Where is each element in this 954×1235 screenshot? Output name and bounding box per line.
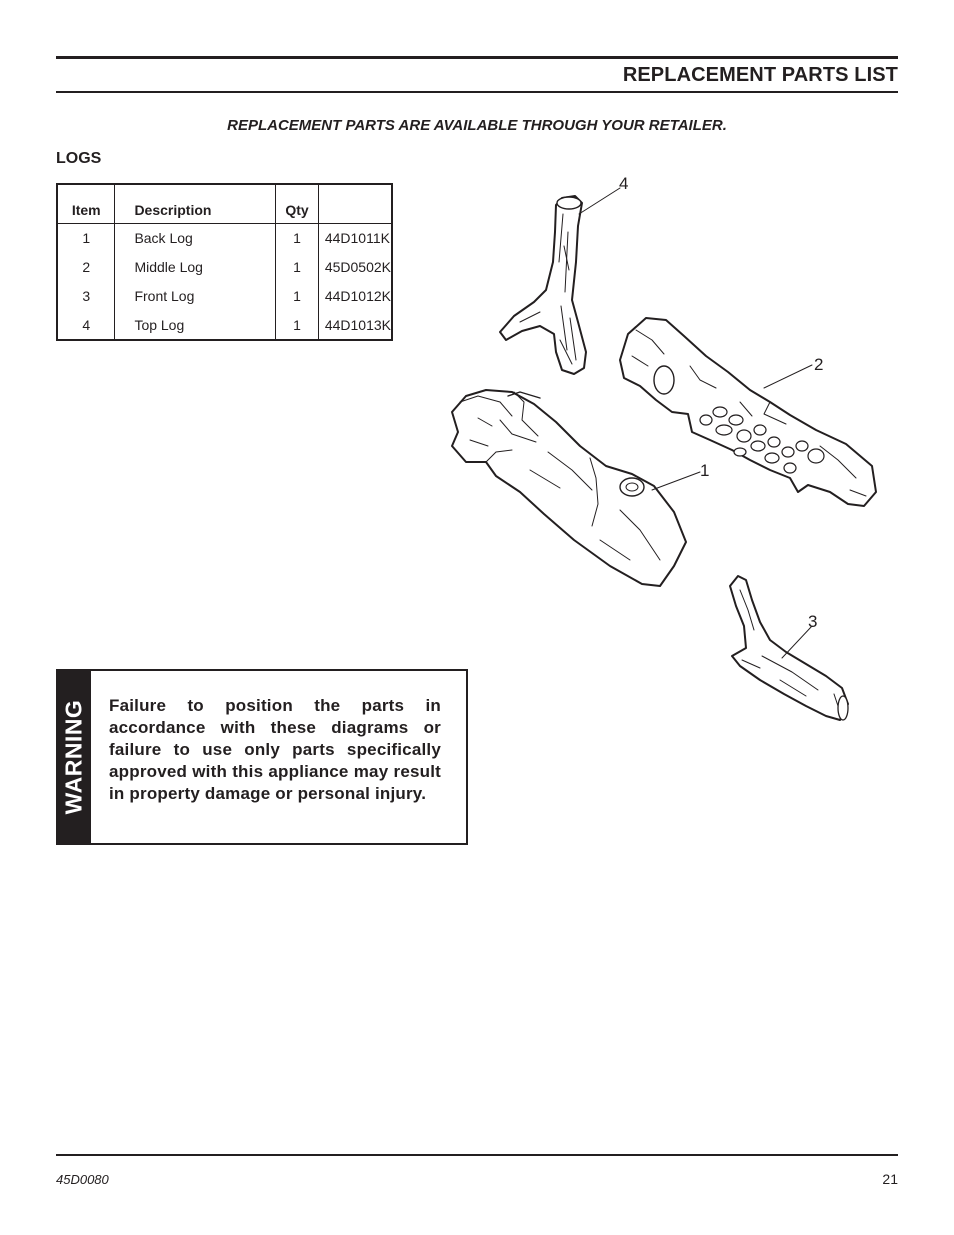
item-cell: 2 xyxy=(57,253,115,282)
title-rule xyxy=(56,91,898,93)
qty-cell: 1 xyxy=(276,253,319,282)
warning-box xyxy=(56,669,468,845)
logs-parts-table xyxy=(56,183,393,341)
column-header-qty: Qty xyxy=(276,184,319,224)
table-header-row xyxy=(57,184,392,224)
table-row xyxy=(57,281,392,310)
item-cell: 1 xyxy=(57,224,115,253)
item-cell: 3 xyxy=(57,281,115,310)
part-number-cell: 44D1013K xyxy=(324,316,391,333)
description-cell: Front Log xyxy=(115,281,276,310)
column-header-part-number xyxy=(318,184,392,224)
page-title: REPLACEMENT PARTS LIST xyxy=(622,64,898,86)
back-log-illustration xyxy=(452,390,686,586)
column-header-description: Description xyxy=(115,184,276,224)
part-number-cell: 44D1012K xyxy=(324,287,391,304)
callout-back-log: 1 xyxy=(700,461,710,480)
log-diagram xyxy=(430,160,900,740)
description-cell: Back Log xyxy=(115,224,276,253)
table-row xyxy=(57,253,392,282)
table-row xyxy=(57,224,392,253)
top-rule xyxy=(56,56,898,59)
warning-tab xyxy=(58,671,91,843)
retailer-note: REPLACEMENT PARTS ARE AVAILABLE THROUGH YOUR RETAILER. xyxy=(227,117,727,134)
callout-front-log: 3 xyxy=(808,612,818,631)
page-number: 21 xyxy=(882,1171,898,1187)
document-number: 45D0080 xyxy=(56,1172,109,1187)
warning-label: WARNING xyxy=(60,699,87,815)
qty-cell: 1 xyxy=(276,224,319,253)
column-header-item: Item xyxy=(57,184,115,224)
middle-log-illustration xyxy=(620,318,876,506)
description-cell: Top Log xyxy=(115,310,276,340)
footer-rule xyxy=(56,1154,898,1156)
top-log-illustration xyxy=(500,196,586,374)
callout-middle-log: 2 xyxy=(814,355,824,374)
part-number-cell: 44D1011K xyxy=(324,230,390,247)
logs-heading: LOGS xyxy=(56,150,102,167)
warning-text: Failure to position the parts in accordance with these diagrams or failure to use only parts specifically approved with this appliance may result in property damage or personal injury. xyxy=(109,696,441,803)
qty-cell: 1 xyxy=(276,281,319,310)
front-log-illustration xyxy=(730,576,848,720)
qty-cell: 1 xyxy=(276,310,319,340)
table-row xyxy=(57,310,392,340)
callout-top-log: 4 xyxy=(619,174,629,193)
description-cell: Middle Log xyxy=(115,253,276,282)
item-cell: 4 xyxy=(57,310,115,340)
part-number-cell: 45D0502K xyxy=(324,259,391,276)
